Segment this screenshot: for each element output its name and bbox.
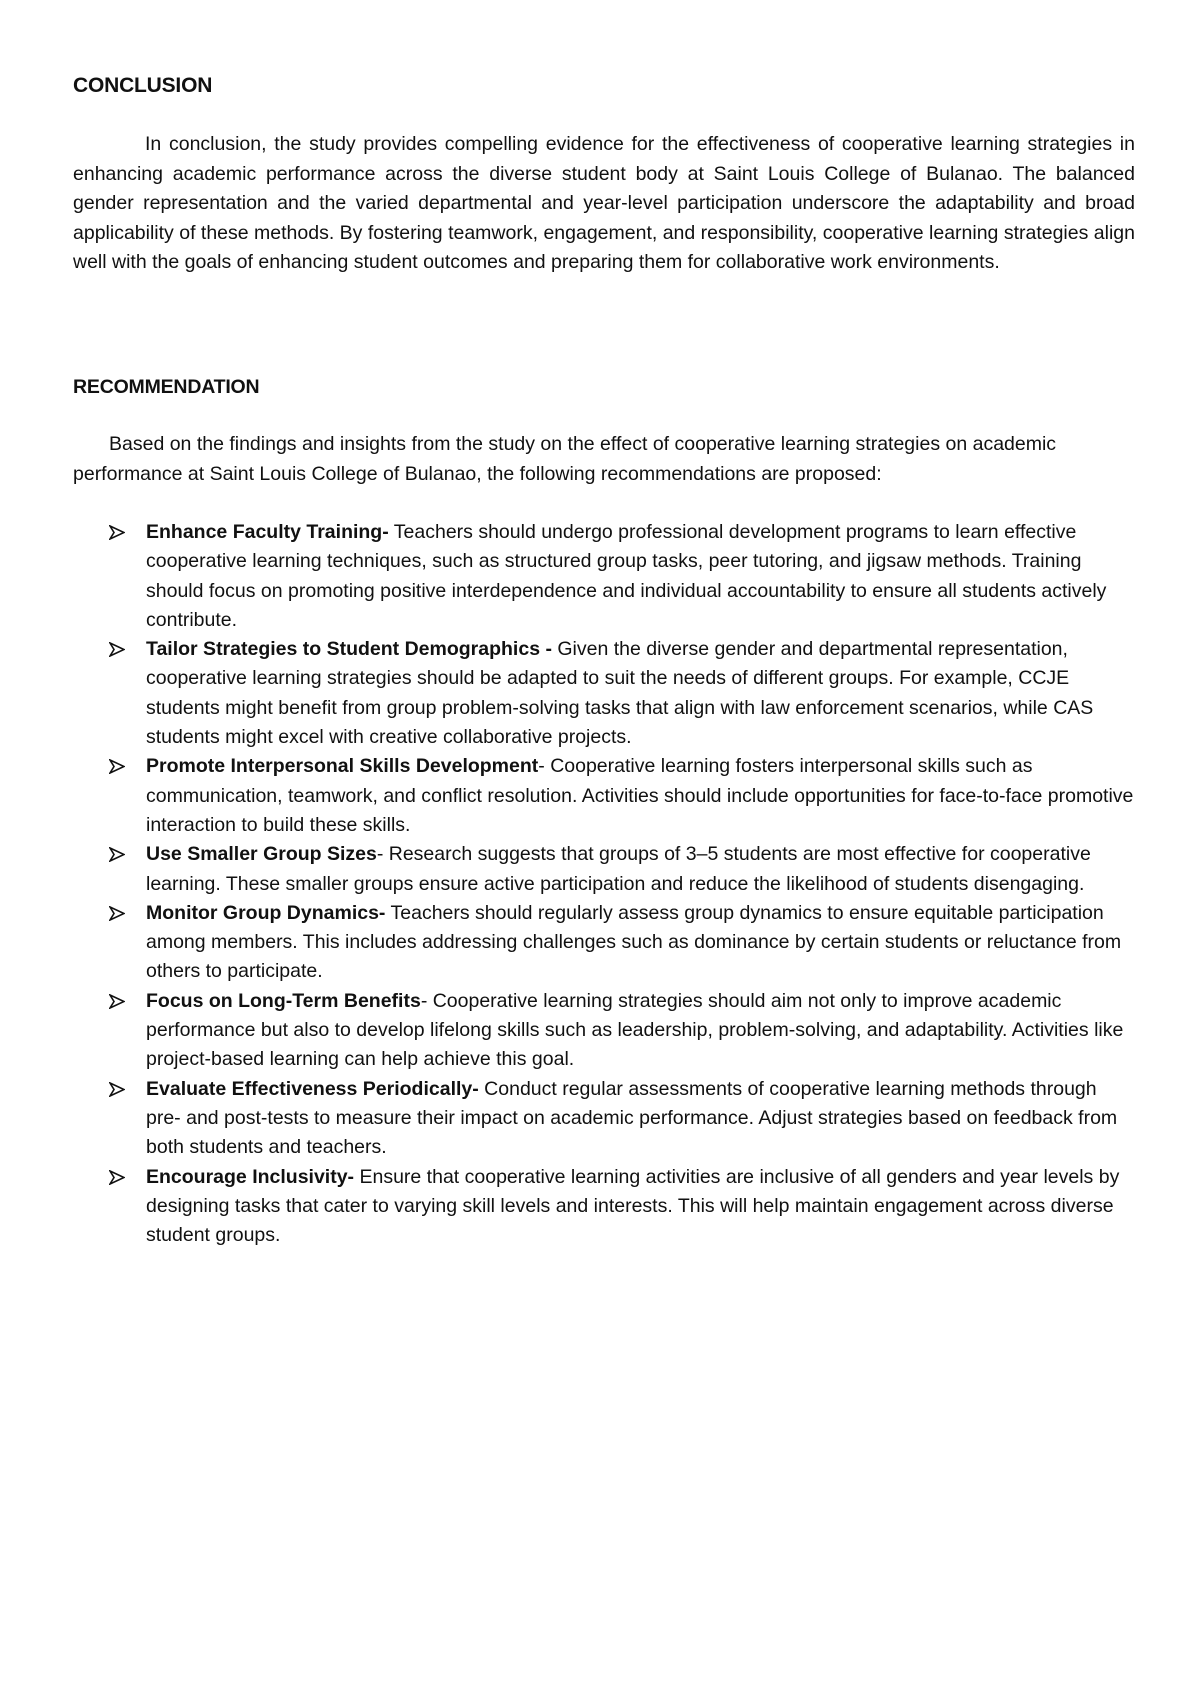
recommendation-title: Enhance Faculty Training- bbox=[146, 521, 389, 543]
recommendation-title: Focus on Long-Term Benefits bbox=[146, 989, 421, 1012]
recommendation-heading: RECOMMENDATION bbox=[73, 376, 260, 398]
arrow-bullet-icon bbox=[109, 987, 129, 1016]
arrow-bullet-icon bbox=[109, 899, 129, 928]
recommendation-text: Teachers should regularly assess group dynamics to ensure equitable participation among members. This includes addressing challenges such as dominance by certain students or reluctance from others to participate. bbox=[146, 901, 1122, 983]
recommendation-item bbox=[73, 1163, 1135, 1251]
recommendation-item bbox=[73, 752, 1135, 840]
recommendation-item bbox=[73, 518, 1135, 635]
recommendation-item bbox=[73, 840, 1135, 899]
recommendation-item bbox=[73, 635, 1135, 752]
recommendation-title: Use Smaller Group Sizes bbox=[146, 843, 377, 866]
conclusion-heading: CONCLUSION bbox=[73, 74, 213, 97]
recommendation-item bbox=[73, 987, 1135, 1075]
recommendation-text: Conduct regular assessments of cooperative learning methods through pre- and post-tests to measure their impact on academic performance. Adjust strategies based on feedback from both students and teachers. bbox=[146, 1077, 1118, 1159]
arrow-bullet-icon bbox=[109, 840, 129, 869]
arrow-bullet-icon bbox=[109, 1075, 129, 1104]
recommendation-text: Given the diverse gender and departmental representation, cooperative learning strategies should be adapted to suit the needs of different groups. For example, CCJE students might benefit from group problem-solving tasks that align with law enforcement scenarios, while CAS students might excel with creative collaborative projects. bbox=[146, 638, 1094, 749]
recommendation-intro: Based on the findings and insights from the study on the effect of cooperative learning strategies on academic performance at Saint Louis College of Bulanao, the following recommendations are proposed: bbox=[73, 433, 1057, 485]
recommendation-text: - Research suggests that groups of 3–5 students are most effective for cooperative learning. These smaller groups ensure active participation and reduce the likelihood of students disengaging. bbox=[146, 843, 1091, 895]
arrow-bullet-icon bbox=[109, 518, 129, 547]
recommendation-title: Monitor Group Dynamics- bbox=[146, 901, 386, 924]
recommendation-text: Teachers should undergo professional development programs to learn effective cooperative learning techniques, such as structured group tasks, peer tutoring, and jigsaw methods. Training should focus on promoting positive interdependence and individual accountability to ensure all students actively contribute. bbox=[146, 521, 1107, 631]
arrow-bullet-icon bbox=[109, 635, 129, 664]
recommendation-text: Ensure that cooperative learning activities are inclusive of all genders and year levels by designing tasks that cater to varying skill levels and interests. This will help maintain engagement across diverse student groups. bbox=[146, 1165, 1120, 1247]
recommendation-title: Tailor Strategies to Student Demographics - bbox=[146, 638, 552, 661]
arrow-bullet-icon bbox=[109, 752, 129, 781]
recommendation-title: Encourage Inclusivity- bbox=[146, 1165, 355, 1188]
recommendation-item bbox=[73, 1075, 1135, 1163]
recommendation-text: - Cooperative learning strategies should aim not only to improve academic performance but also to develop lifelong skills such as leadership, problem-solving, and adaptability. Activities like project-based learning can help achieve this goal. bbox=[146, 989, 1124, 1071]
recommendation-text: - Cooperative learning fosters interpersonal skills such as communication, teamwork, and conflict resolution. Activities should include opportunities for face-to-face promotive interaction to build these skills. bbox=[146, 755, 1134, 836]
conclusion-paragraph: In conclusion, the study provides compelling evidence for the effectiveness of cooperative learning strategies in enhancing academic performance across the diverse student body at Saint Louis College of Bulanao. The balanced gender representation and the varied departmental and year-level participation underscore the adaptability and broad applicability of these methods. By fostering teamwork, engagement, and responsibility, cooperative learning strategies align well with the goals of enhancing student outcomes and preparing them for collaborative work environments. bbox=[73, 133, 1135, 273]
recommendation-title: Promote Interpersonal Skills Development bbox=[146, 755, 539, 778]
recommendation-list bbox=[73, 518, 1135, 1250]
recommendation-title: Evaluate Effectiveness Periodically- bbox=[146, 1077, 479, 1100]
recommendation-item bbox=[73, 899, 1135, 987]
arrow-bullet-icon bbox=[109, 1163, 129, 1192]
